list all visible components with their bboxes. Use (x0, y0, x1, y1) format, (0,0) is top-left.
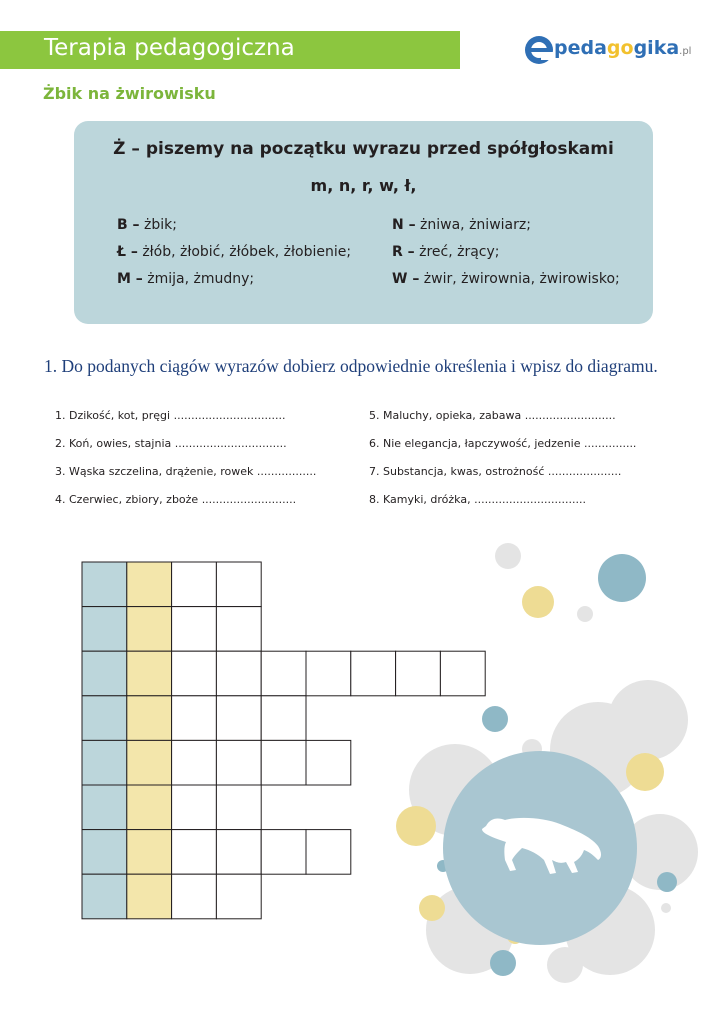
worksheet-subtitle: Żbik na żwirowisku (43, 84, 216, 103)
clue-7: 7. Substancja, kwas, ostrożność ..................... (369, 465, 622, 478)
clue-2: 2. Koń, owies, stajnia ................................ (55, 437, 287, 450)
clue-5: 5. Maluchy, opieka, zabawa .......................... (369, 409, 616, 422)
rule-words: żniwa, żniwiarz; (415, 217, 531, 233)
crossword-cell-r1-c2[interactable] (127, 562, 172, 607)
clue-8: 8. Kamyki, dróżka, ................................ (369, 493, 586, 506)
clue-3: 3. Wąska szczelina, drążenie, rowek ................. (55, 465, 317, 478)
crossword-cell-r1-c3[interactable] (172, 562, 217, 607)
clue-4: 4. Czerwiec, zbiory, zboże ........................... (55, 493, 297, 506)
crossword-cell-r7-c2[interactable] (127, 830, 172, 875)
rule-letter: W – (392, 271, 420, 287)
task-instruction: 1. Do podanych ciągów wyrazów dobierz odpowiednie określenia i wpisz do diagramu. (44, 356, 658, 376)
crossword-cell-r2-c4[interactable] (216, 607, 261, 652)
rule-letter: Ł – (117, 244, 138, 260)
crossword-cell-r6-c1[interactable] (82, 785, 127, 830)
crossword-cell-r6-c3[interactable] (172, 785, 217, 830)
rule-heading: Ż – piszemy na początku wyrazu przed spółgłoskami (113, 139, 614, 159)
crossword-cell-r3-c8[interactable] (396, 651, 441, 696)
rule-letter: R – (392, 244, 415, 260)
crossword-cell-r6-c2[interactable] (127, 785, 172, 830)
crossword-cell-r2-c3[interactable] (172, 607, 217, 652)
rule-words: żwir, żwirownia, żwirowisko; (419, 271, 620, 287)
rule-letter: B – (117, 217, 140, 233)
crossword-cell-r7-c4[interactable] (216, 830, 261, 875)
crossword-cell-r5-c1[interactable] (82, 740, 127, 785)
rule-words: żbik; (139, 217, 177, 233)
crossword-cell-r8-c1[interactable] (82, 874, 127, 919)
crossword-cell-r8-c3[interactable] (172, 874, 217, 919)
rule-words: żreć, żrący; (414, 244, 500, 260)
crossword-cell-r4-c4[interactable] (216, 696, 261, 741)
logo-text-1: peda (554, 37, 607, 59)
crossword-cell-r2-c2[interactable] (127, 607, 172, 652)
logo-text-2: go (606, 37, 634, 59)
crossword-cell-r5-c3[interactable] (172, 740, 217, 785)
page-title: Terapia pedagogiczna (44, 35, 295, 61)
crossword-cell-r5-c6[interactable] (306, 740, 351, 785)
crossword-cell-r3-c5[interactable] (261, 651, 306, 696)
crossword-cell-r7-c1[interactable] (82, 830, 127, 875)
rule-words: żłób, żłobić, żłóbek, żłobienie; (137, 244, 352, 260)
crossword-cell-r4-c2[interactable] (127, 696, 172, 741)
crossword-cell-r2-c1[interactable] (82, 607, 127, 652)
crossword-cell-r1-c1[interactable] (82, 562, 127, 607)
crossword-cell-r7-c5[interactable] (261, 830, 306, 875)
crossword-cell-r3-c1[interactable] (82, 651, 127, 696)
rule-letter: M – (117, 271, 143, 287)
crossword-cell-r4-c5[interactable] (261, 696, 306, 741)
crossword-cell-r8-c4[interactable] (216, 874, 261, 919)
crossword-cell-r5-c4[interactable] (216, 740, 261, 785)
crossword-cell-r3-c4[interactable] (216, 651, 261, 696)
crossword-cell-r3-c7[interactable] (351, 651, 396, 696)
crossword-cell-r5-c2[interactable] (127, 740, 172, 785)
crossword-cell-r5-c5[interactable] (261, 740, 306, 785)
crossword-cell-r6-c4[interactable] (216, 785, 261, 830)
crossword-cell-r3-c6[interactable] (306, 651, 351, 696)
crossword-cell-r3-c2[interactable] (127, 651, 172, 696)
crossword-cell-r1-c4[interactable] (216, 562, 261, 607)
crossword-cell-r4-c1[interactable] (82, 696, 127, 741)
clue-6: 6. Nie elegancja, łapczywość, jedzenie ............... (369, 437, 637, 450)
logo-text-3: gika (633, 37, 680, 59)
crossword-cell-r4-c3[interactable] (172, 696, 217, 741)
logo-suffix: .pl (679, 46, 692, 57)
crossword-cell-r3-c9[interactable] (440, 651, 485, 696)
crossword-cell-r3-c3[interactable] (172, 651, 217, 696)
crossword-cell-r8-c2[interactable] (127, 874, 172, 919)
crossword-cell-r7-c6[interactable] (306, 830, 351, 875)
rule-letter: N – (392, 217, 416, 233)
rule-letters: m, n, r, w, ł, (310, 176, 417, 195)
rule-words: żmija, żmudny; (142, 271, 255, 287)
crossword-cell-r7-c3[interactable] (172, 830, 217, 875)
clue-1: 1. Dzikość, kot, pręgi ................................ (55, 409, 286, 422)
